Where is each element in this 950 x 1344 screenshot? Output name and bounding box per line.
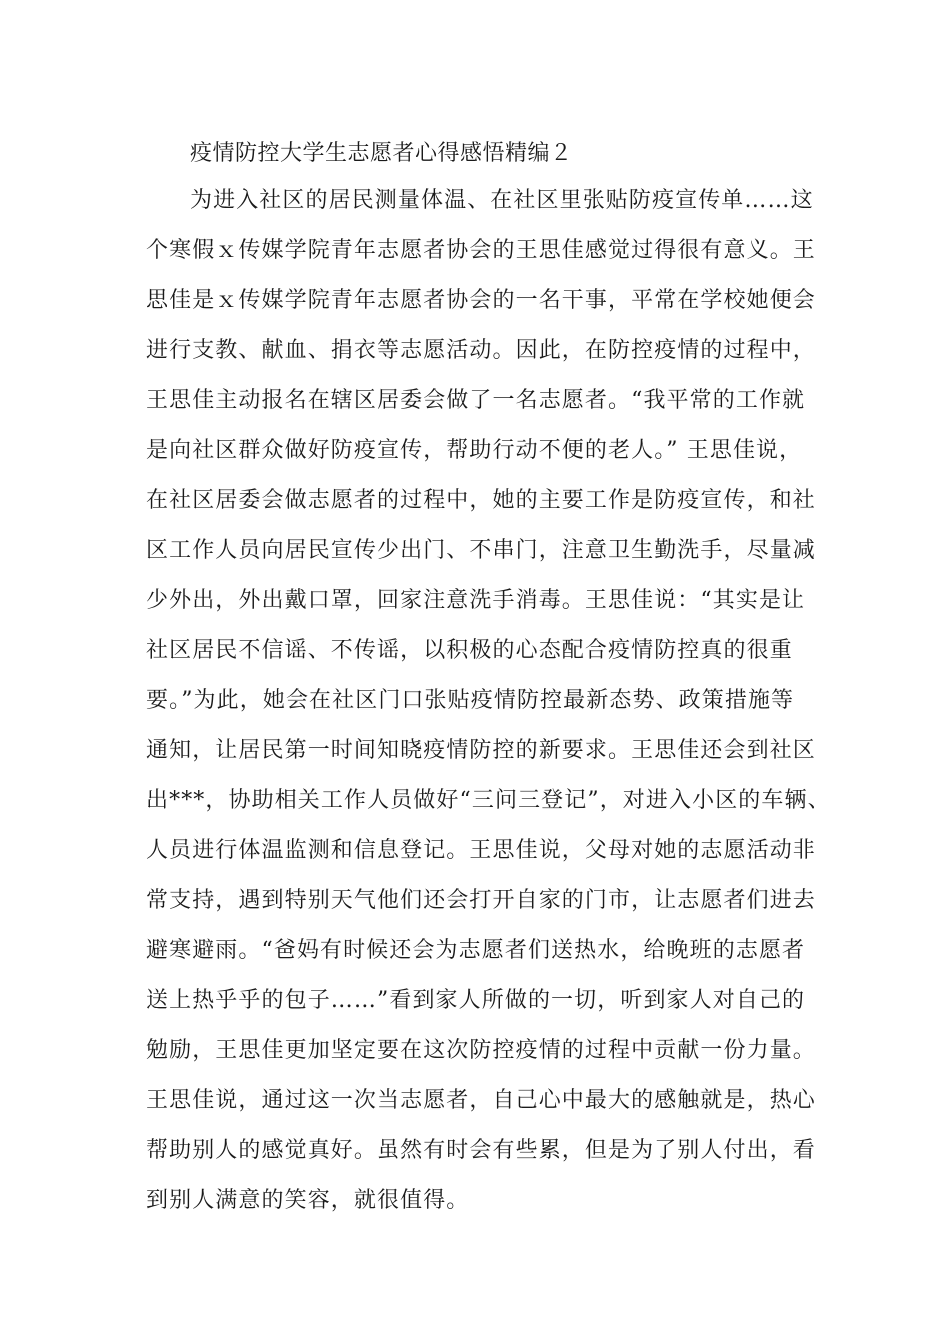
document-title: 疫情防控大学生志愿者心得感悟精编２ — [190, 141, 573, 166]
paragraph-line: 少外出，外出戴口罩，回家注意洗手消毒。王思佳说：“其实是让 — [146, 588, 806, 613]
paragraph-line: 王思佳主动报名在辖区居委会做了一名志愿者。“我平常的工作就 — [146, 388, 806, 413]
paragraph-line: 出***，协助相关工作人员做好“三问三登记”，对进入小区的车辆、 — [146, 788, 831, 813]
paragraph-line: 为进入社区的居民测量体温、在社区里张贴防疫宣传单……这 — [190, 188, 814, 213]
paragraph-line: 区工作人员向居民宣传少出门、不串门，注意卫生勤洗手，尽量减 — [146, 538, 816, 563]
paragraph-line: 人员进行体温监测和信息登记。王思佳说，父母对她的志愿活动非 — [146, 838, 816, 863]
paragraph-line: 进行支教、献血、捐衣等志愿活动。因此，在防控疫情的过程中， — [146, 338, 816, 363]
paragraph-line: 送上热乎乎的包子……”看到家人所做的一切，听到家人对自己的 — [146, 988, 806, 1013]
paragraph-line: 王思佳说，通过这一次当志愿者，自己心中最大的感触就是，热心 — [146, 1088, 816, 1113]
paragraph-line: 帮助别人的感觉真好。虽然有时会有些累，但是为了别人付出，看 — [146, 1138, 816, 1163]
paragraph-line: 思佳是ｘ传媒学院青年志愿者协会的一名干事，平常在学校她便会 — [146, 288, 816, 313]
paragraph-line: 避寒避雨。“爸妈有时候还会为志愿者们送热水，给晚班的志愿者 — [146, 938, 806, 963]
paragraph-line: 个寒假ｘ传媒学院青年志愿者协会的王思佳感觉过得很有意义。王 — [146, 238, 816, 263]
paragraph-line: 到别人满意的笑容，就很值得。 — [146, 1188, 470, 1213]
paragraph-line: 是向社区群众做好防疫宣传，帮助行动不便的老人。” 王思佳说， — [146, 438, 803, 463]
paragraph-line: 社区居民不信谣、不传谣，以积极的心态配合疫情防控真的很重 — [146, 638, 793, 663]
paragraph-line: 在社区居委会做志愿者的过程中，她的主要工作是防疫宣传，和社 — [146, 488, 816, 513]
paragraph-line: 常支持，遇到特别天气他们还会打开自家的门市，让志愿者们进去 — [146, 888, 816, 913]
paragraph-line: 勉励，王思佳更加坚定要在这次防控疫情的过程中贡献一份力量。 — [146, 1038, 816, 1063]
paragraph-line: 要。”为此，她会在社区门口张贴疫情防控最新态势、政策措施等 — [146, 688, 795, 713]
paragraph-line: 通知，让居民第一时间知晓疫情防控的新要求。王思佳还会到社区 — [146, 738, 816, 763]
